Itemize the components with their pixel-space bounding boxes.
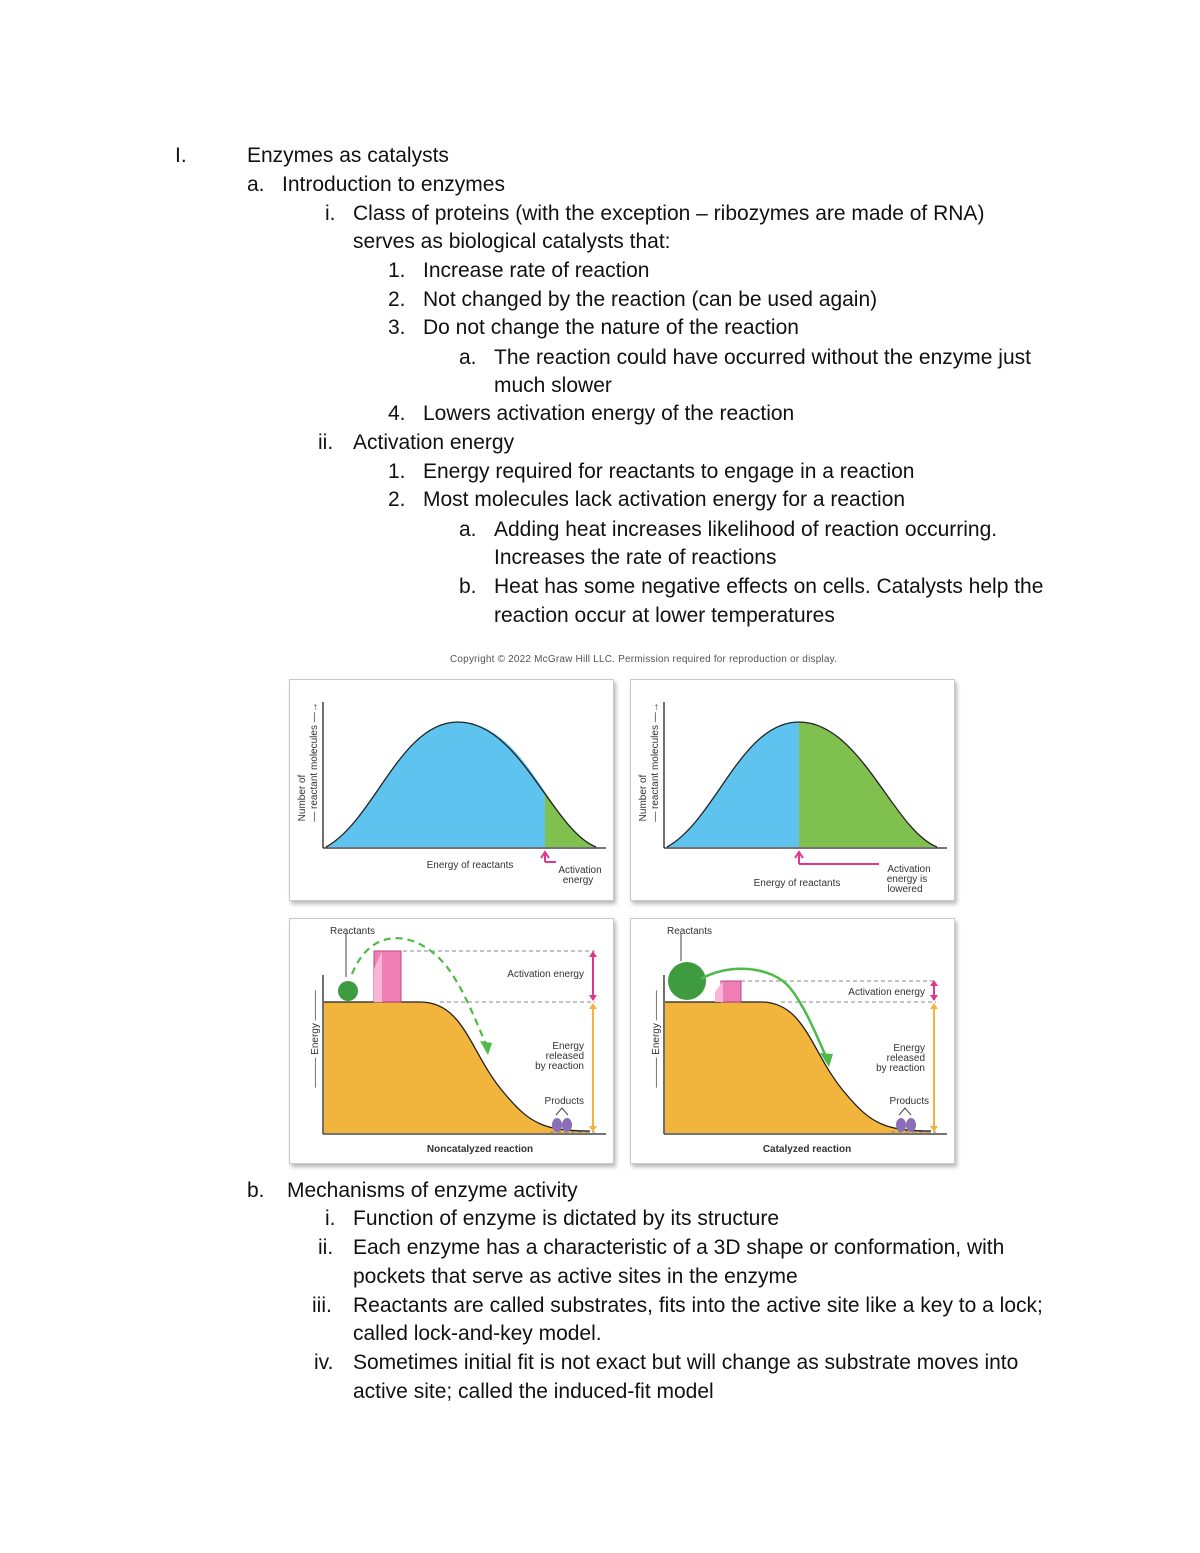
item-marker: 1.	[388, 460, 406, 483]
y-axis-label-line1: Number of	[297, 774, 308, 822]
item-marker: 1.	[388, 259, 406, 282]
subheading-activation-energy: Activation energy	[353, 431, 515, 454]
panel-distribution-noncatalyzed	[289, 679, 614, 901]
reactant-particle	[668, 962, 706, 1000]
list-item-text: Heat has some negative effects on cells. Catalysts help the	[494, 575, 1044, 598]
panel-energy-noncatalyzed	[289, 918, 614, 1164]
list-item-text: Increases the rate of reactions	[494, 546, 777, 569]
list-item-text: Function of enzyme is dictated by its structure	[353, 1207, 780, 1230]
list-item-text: pockets that serve as active sites in the enzyme	[353, 1265, 798, 1288]
product-particle	[552, 1118, 562, 1132]
bracket-arrowhead-top	[589, 1003, 597, 1009]
list-item-text: Most molecules lack activation energy for a reaction	[423, 488, 906, 511]
item-marker: a.	[247, 173, 265, 196]
panel-title: Noncatalyzed reaction	[426, 1144, 534, 1155]
list-item-text: much slower	[494, 374, 612, 397]
bracket-arrowhead-top	[930, 1003, 938, 1009]
item-marker: a.	[459, 518, 477, 541]
energy-released-label-line3: by reaction	[876, 1063, 925, 1074]
activation-label-line2: energy is	[886, 874, 928, 885]
distribution-blue-area	[326, 722, 545, 847]
item-marker: ii.	[318, 431, 334, 454]
activation-label-line1: Activation	[558, 865, 602, 876]
activation-label-line1: Activation	[887, 864, 931, 875]
distribution-blue-area	[667, 722, 799, 847]
panel-distribution-catalyzed	[630, 679, 955, 901]
products-label: Products	[544, 1096, 584, 1107]
list-item-text: called lock-and-key model.	[353, 1322, 602, 1345]
list-item-text: Do not change the nature of the reaction	[423, 316, 799, 339]
list-item-text: Not changed by the reaction (can be used again)	[423, 288, 878, 311]
figure-copyright-notice: Copyright © 2022 McGraw Hill LLC. Permission required for reproduction or display.	[450, 654, 838, 665]
item-marker: i.	[325, 202, 336, 225]
list-item-text: Reactants are called substrates, fits into the active site like a key to a lock;	[353, 1294, 1043, 1317]
activation-threshold-arrow	[541, 852, 556, 862]
heading-enzymes-as-catalysts: Enzymes as catalysts	[247, 144, 449, 167]
energy-released-label-line3: by reaction	[535, 1061, 584, 1072]
bracket-arrowhead-bottom	[589, 1126, 597, 1132]
list-item-text: Class of proteins (with the exception – ribozymes are made of RNA)	[353, 202, 985, 225]
list-item-text: The reaction could have occurred without the enzyme just	[494, 346, 1031, 369]
item-marker: 2.	[388, 288, 406, 311]
distribution-green-area	[545, 792, 596, 847]
energy-released-label-line1: Energy	[552, 1041, 584, 1052]
energy-noncatalyzed-graphic	[290, 919, 613, 1163]
y-axis-label-line1: Number of	[638, 774, 649, 822]
energy-released-label-line1: Energy	[893, 1043, 925, 1054]
energy-released-label-line2: released	[886, 1053, 925, 1064]
list-item-text: Energy required for reactants to engage in a reaction	[423, 460, 915, 483]
reaction-path-arrowhead	[480, 1041, 492, 1055]
list-item-text: Sometimes initial fit is not exact but will change as substrate moves into	[353, 1351, 1019, 1374]
y-axis-label: ——— Energy ———	[310, 990, 321, 1088]
list-item-text: serves as biological catalysts that:	[353, 230, 671, 253]
subheading-introduction: Introduction to enzymes	[282, 173, 505, 196]
subheading-mechanisms: Mechanisms of enzyme activity	[287, 1179, 578, 1202]
activation-energy-label: Activation energy	[507, 969, 584, 980]
item-marker: 3.	[388, 316, 406, 339]
list-item-text: active site; called the induced-fit model	[353, 1380, 714, 1403]
activation-barrier-side	[715, 981, 723, 1002]
panel-title: Catalyzed reaction	[762, 1144, 852, 1155]
reactants-label: Reactants	[330, 926, 376, 937]
item-marker: 2.	[388, 488, 406, 511]
list-item-text: reaction occur at lower temperatures	[494, 604, 835, 627]
energy-released-label-line2: released	[545, 1051, 584, 1062]
x-axis-label: Energy of reactants	[426, 860, 514, 871]
distribution-noncatalyzed-graphic	[290, 680, 613, 900]
distribution-catalyzed-graphic	[631, 680, 954, 900]
energy-catalyzed-graphic	[631, 919, 954, 1163]
y-axis-label-line2: — reactant molecules —→	[650, 702, 661, 822]
activation-threshold-arrow	[795, 852, 879, 864]
item-marker: i.	[325, 1207, 336, 1230]
item-marker: a.	[459, 346, 477, 369]
reactants-label: Reactants	[667, 926, 713, 937]
product-particle	[562, 1118, 572, 1132]
reactant-particle	[338, 981, 358, 1001]
product-particle	[906, 1118, 916, 1132]
list-item-text: Adding heat increases likelihood of reaction occurring.	[494, 518, 998, 541]
list-item-text: Each enzyme has a characteristic of a 3D shape or conformation, with	[353, 1236, 1005, 1259]
y-axis-label-line2: — reactant molecules —→	[309, 702, 320, 822]
product-particle	[896, 1118, 906, 1132]
item-marker: iv.	[314, 1351, 334, 1374]
bracket-arrowhead-bottom	[589, 995, 597, 1001]
item-marker: ii.	[318, 1236, 334, 1259]
distribution-green-area	[799, 722, 937, 847]
list-item-text: Lowers activation energy of the reaction	[423, 402, 795, 425]
y-axis-label: ——— Energy ———	[651, 990, 662, 1088]
products-label: Products	[889, 1096, 929, 1107]
panel-energy-catalyzed	[630, 918, 955, 1164]
activation-energy-label: Activation energy	[848, 987, 925, 998]
activation-barrier-block	[721, 981, 741, 1002]
item-marker: b.	[247, 1179, 265, 1202]
bracket-arrowhead-bottom	[930, 1126, 938, 1132]
activation-label-line3: lowered	[887, 884, 923, 895]
item-marker: 4.	[388, 402, 406, 425]
products-pointer	[899, 1108, 911, 1115]
bracket-arrowhead-bottom	[930, 995, 938, 1001]
item-marker: b.	[459, 575, 477, 598]
heading-numeral: I.	[175, 144, 187, 167]
item-marker: iii.	[312, 1294, 332, 1317]
products-pointer	[556, 1108, 568, 1115]
list-item-text: Increase rate of reaction	[423, 259, 650, 282]
activation-label-line2: energy	[562, 875, 594, 886]
bracket-arrowhead-top	[589, 951, 597, 957]
x-axis-label: Energy of reactants	[753, 878, 841, 889]
